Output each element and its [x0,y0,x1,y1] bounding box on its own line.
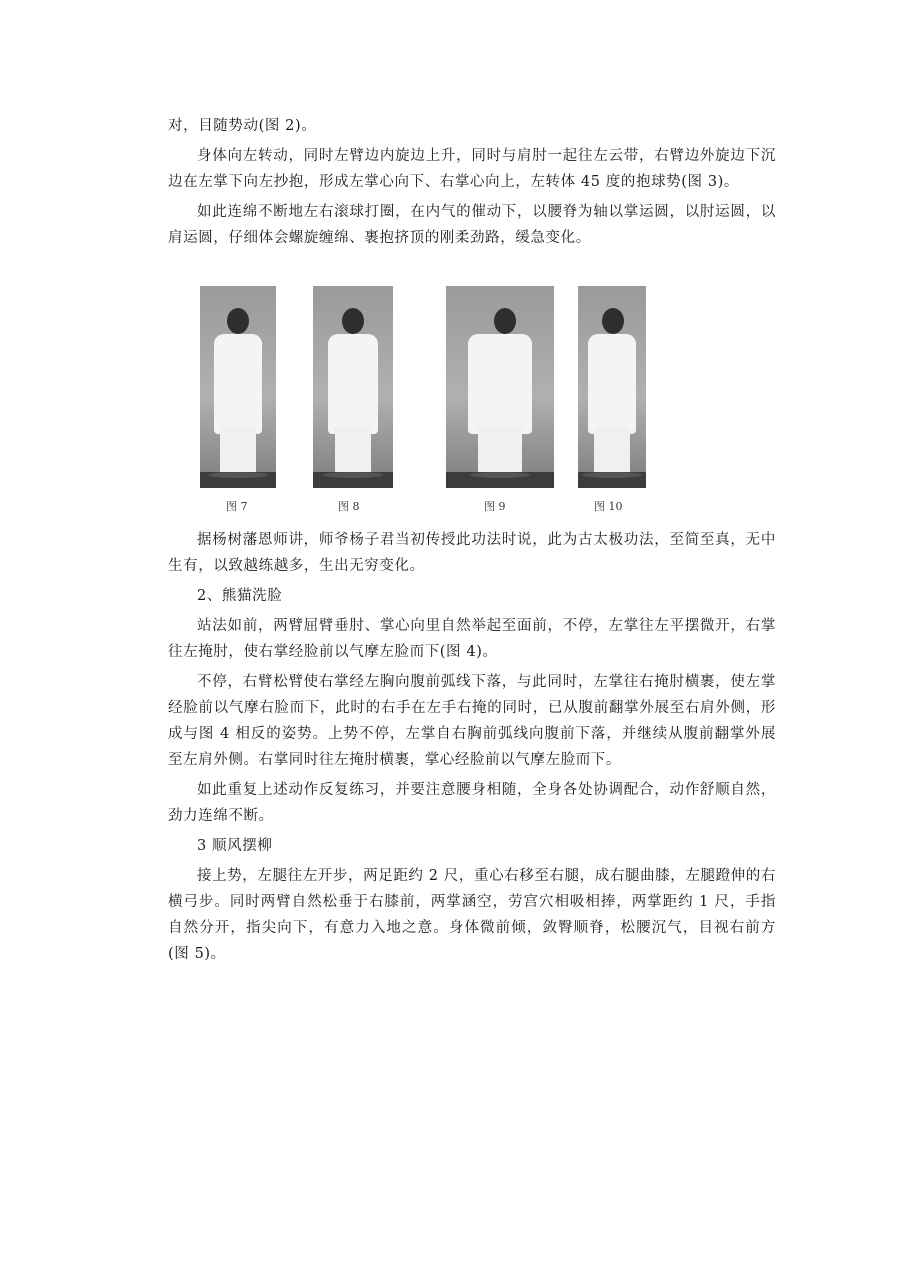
paragraph: 对，目随势动(图 2)。 [168,118,317,134]
paragraph: 如此重复上述动作反复练习，并要注意腰身相随，全身各处协调配合，动作舒顺自然，劲力连绵不断。 [168,782,776,824]
section-heading: 3 顺风摆柳 [197,838,273,854]
figure-photo [200,286,276,488]
figure-photo [578,286,646,488]
figure-caption: 图 7 [226,500,248,513]
figure-caption: 图 10 [594,500,623,513]
section-heading: 2、熊猫洗脸 [197,588,283,604]
paragraph: 不停，右臂松臂使右掌经左胸向腹前弧线下落，与此同时，左掌往右掩肘横裹，使左掌经脸前以气摩右脸而下，此时的右手在左手右掩的同时，已从腹前翻掌外展至右肩外侧，形成与图 4 相反的姿势。上势不停，左掌自右胸前弧线向腹前下落，并继续从腹前翻掌外展至左肩外侧。右掌同时往左掩肘横裹，掌心经脸前以气摩左脸而下。 [168,674,776,768]
figure-photo [313,286,393,488]
paragraph: 接上势，左腿往左开步，两足距约 2 尺，重心右移至右腿，成右腿曲膝，左腿蹬伸的右横弓步。同时两臂自然松垂于右膝前，两掌涵空，劳宫穴相吸相捧，两掌距约 1 尺，手指自然分开，指尖向下，有意力入地之意。身体微前倾，敛臀顺脊，松腰沉气，目视右前方(图 5)。 [168,868,776,962]
paragraph: 站法如前，两臂屈臂垂肘、掌心向里自然举起至面前，不停，左掌往左平摆微开，右掌往左掩肘，使右掌经脸前以气摩左脸而下(图 4)。 [168,618,776,660]
paragraph: 身体向左转动，同时左臂边内旋边上升，同时与肩肘一起往左云带，右臂边外旋边下沉边在左掌下向左抄抱，形成左掌心向下、右掌心向上，左转体 45 度的抱球势(图 3)。 [168,148,776,190]
figure-row [200,286,660,518]
paragraph: 据杨树藩恩师讲，师爷杨子君当初传授此功法时说，此为古太极功法，至简至真，无中生有，以致越练越多，生出无穷变化。 [168,532,776,574]
figure-caption: 图 9 [484,500,506,513]
figure-7 [200,286,276,513]
text-block-top [168,113,776,255]
text-block-bottom [168,527,776,971]
figure-10 [578,286,646,513]
figure-8 [313,286,393,513]
figure-9 [446,286,554,513]
figure-caption: 图 8 [338,500,360,513]
paragraph: 如此连绵不断地左右滚球打圈，在内气的催动下，以腰脊为轴以掌运圆，以肘运圆，以肩运圆，仔细体会螺旋缠绵、裹抱挤顶的刚柔劲路，缓急变化。 [168,204,776,246]
figure-photo [446,286,554,488]
